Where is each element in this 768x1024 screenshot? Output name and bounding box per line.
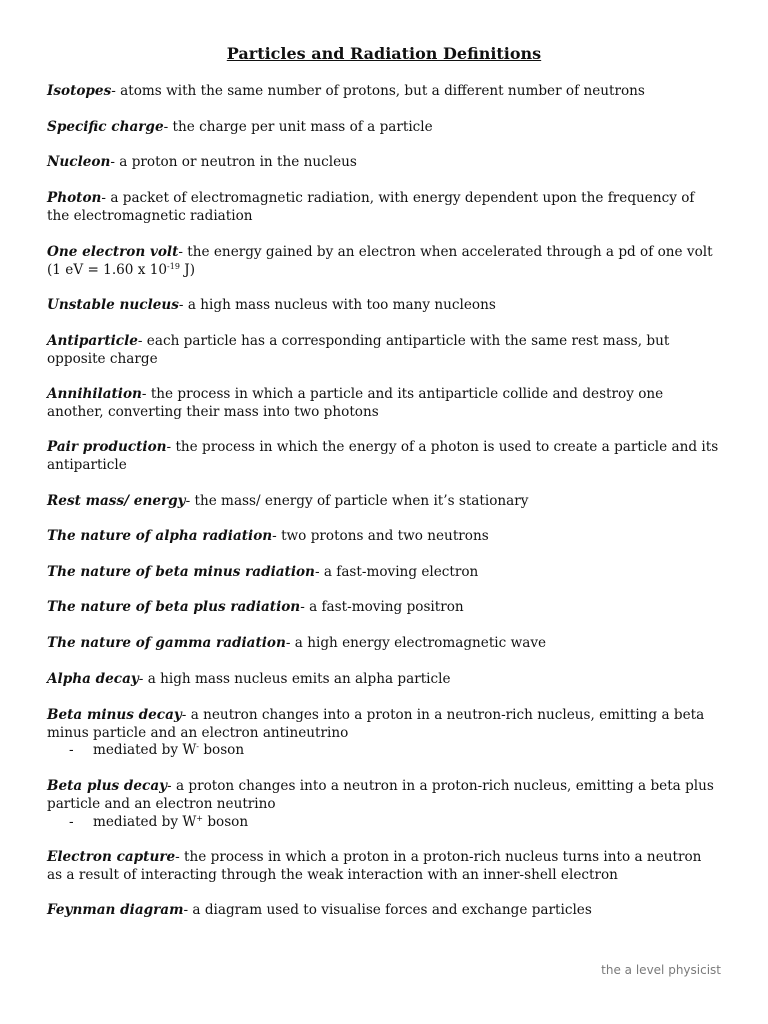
sub-item-text: mediated by W (93, 742, 197, 758)
definition-text: - the charge per unit mass of a particle (163, 119, 433, 135)
definition-text: - a proton changes into a neutron in a proton-rich nucleus, emitting a beta plus particle and an electron neutrino (47, 778, 714, 812)
definition-text: - each particle has a corresponding antiparticle with the same rest mass, but opposite charge (47, 333, 670, 367)
definition-specific-charge (47, 118, 719, 136)
definition-isotopes (47, 82, 719, 100)
definition-text: - the process in which a proton in a proton-rich nucleus turns into a neutron as a result of interacting through the weak interaction with an inner-shell electron (47, 849, 702, 883)
term: Rest mass/ energy (47, 493, 186, 509)
definition-unstable-nucleus (47, 296, 719, 314)
term: The nature of alpha radiation (47, 528, 273, 544)
term: Nucleon (47, 154, 111, 170)
term: Beta minus decay (47, 707, 182, 723)
sub-item-text: mediated by W (93, 814, 197, 830)
term: Alpha decay (47, 671, 139, 687)
definition-electron-capture (47, 848, 719, 884)
definition-text: - a high mass nucleus emits an alpha particle (138, 671, 451, 687)
term: Annihilation (47, 386, 142, 402)
definition-beta-minus-decay (47, 706, 719, 742)
definition-text: - atoms with the same number of protons, but a different number of neutrons (111, 83, 645, 99)
definition-text: - the process in which a particle and its antiparticle collide and destroy one another, converting their mass into two photons (47, 386, 664, 420)
list-item (69, 813, 709, 831)
definition-beta-plus-radiation (47, 598, 719, 616)
definition-alpha-decay (47, 670, 719, 688)
definition-one-electron-volt (47, 243, 719, 279)
term: The nature of beta minus radiation (47, 564, 315, 580)
definition-rest-mass-energy (47, 492, 719, 510)
definition-alpha-radiation (47, 527, 719, 545)
term: One electron volt (47, 244, 179, 260)
definition-antiparticle (47, 332, 719, 368)
definition-gamma-radiation (47, 634, 719, 652)
term: Feynman diagram (47, 902, 184, 918)
definition-text: - a fast-moving electron (314, 564, 479, 580)
term: Unstable nucleus (47, 297, 179, 313)
term: The nature of gamma radiation (47, 635, 286, 651)
term: Beta plus decay (47, 778, 168, 794)
dash-bullet: - (69, 814, 74, 830)
definition-text: - a diagram used to visualise forces and exchange particles (183, 902, 592, 918)
dash-bullet: - (69, 742, 74, 758)
term: Antiparticle (47, 333, 138, 349)
term: Specific charge (47, 119, 164, 135)
footer-credit: the a level physicist (601, 963, 721, 977)
definition-text: - a proton or neutron in the nucleus (110, 154, 357, 170)
definition-annihilation (47, 385, 719, 421)
definition-pair-production (47, 438, 719, 474)
definition-nucleon (47, 153, 719, 171)
term: Photon (47, 190, 102, 206)
definition-text-end: J) (179, 262, 196, 278)
definition-beta-minus-radiation (47, 563, 719, 581)
definition-text: - the energy gained by an electron when accelerated through a pd of one volt (1 eV = 1.60 x 10 (47, 244, 713, 278)
term: Pair production (47, 439, 167, 455)
term: Isotopes (47, 83, 112, 99)
page-title: Particles and Radiation Definitions (226, 44, 542, 63)
exponent: -19 (167, 262, 180, 271)
definition-text: - two protons and two neutrons (272, 528, 489, 544)
definition-photon (47, 189, 719, 225)
list-item (69, 741, 709, 759)
superscript: + (196, 814, 203, 823)
superscript: - (196, 742, 199, 751)
definition-feynman-diagram (47, 901, 719, 919)
definition-text: - a packet of electromagnetic radiation, with energy dependent upon the frequency of the electromagnetic radiation (47, 190, 695, 224)
definition-text: - a fast-moving positron (300, 599, 464, 615)
definition-text: - a neutron changes into a proton in a neutron-rich nucleus, emitting a beta minus particle and an electron antineutrino (47, 707, 705, 741)
definition-text: - the process in which the energy of a photon is used to create a particle and its antiparticle (47, 439, 719, 473)
term: Electron capture (47, 849, 176, 865)
definition-text: - a high energy electromagnetic wave (285, 635, 547, 651)
definition-beta-plus-decay (47, 777, 719, 813)
sub-item-text-end: boson (203, 814, 249, 830)
definition-text: - a high mass nucleus with too many nucleons (178, 297, 496, 313)
sub-item-text-end: boson (199, 742, 245, 758)
term: The nature of beta plus radiation (47, 599, 301, 615)
definition-text: - the mass/ energy of particle when it’s stationary (185, 493, 529, 509)
